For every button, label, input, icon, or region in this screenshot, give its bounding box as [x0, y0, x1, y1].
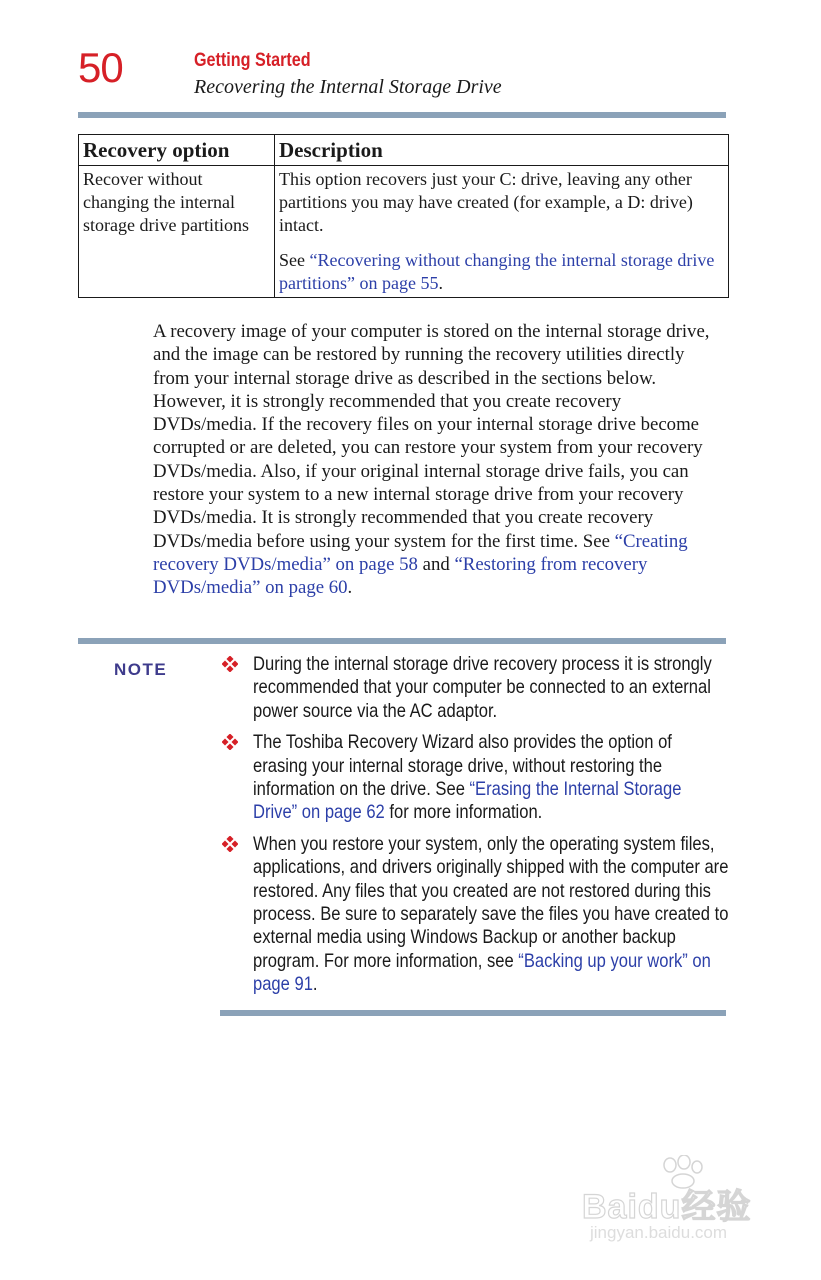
- note-text: [253, 731, 729, 825]
- erasing-drive-link[interactable]: “Erasing the Internal Storage Drive” on page 62: [253, 778, 682, 824]
- watermark-url: jingyan.baidu.com: [590, 1223, 728, 1242]
- note-text-after: .: [312, 973, 318, 996]
- note-label: NOTE: [114, 660, 168, 679]
- baidu-watermark: [582, 1155, 782, 1250]
- note-bottom-rule: [220, 1010, 726, 1016]
- see-prefix: See: [279, 250, 310, 270]
- recovering-without-changing-link[interactable]: “Recovering without changing the internal storage drive partitions” on page 55: [279, 250, 715, 293]
- body-middle: and: [417, 553, 455, 575]
- note-text: [253, 833, 729, 997]
- recovery-options-table: [78, 134, 729, 298]
- table-row: [79, 166, 729, 298]
- header-rule: [78, 112, 726, 118]
- diamond-bullet-icon: [222, 656, 238, 672]
- note-text-lead: When you restore your system, only the operating system files, applications, and drivers originally shipped with the computer are restored. Any files that you created are not restored during this process. Be sure to separately save the files you have created to external media using Windows Backup or another backup program. For more information, see: [253, 832, 729, 972]
- body-text: A recovery image of your computer is stored on the internal storage drive, and the image can be restored by running the recovery utilities directly from your internal storage drive as described in the sections below. However, it is strongly recommended that you create recovery DVDs/media. If the recovery files on your internal storage drive become corrupted or are deleted, you can restore your system from your recovery DVDs/media. Also, if your original internal storage drive fails, you can restore your system to a new internal storage drive from your recovery DVDs/media. It is strongly recommended that you create recovery DVDs/media before using your system for the first time. See: [153, 321, 710, 552]
- backing-up-work-link[interactable]: “Backing up your work” on page 91: [253, 949, 711, 996]
- table-header-row: [79, 135, 729, 166]
- column-header-description: Description: [275, 135, 729, 166]
- diamond-bullet-icon: [222, 836, 238, 852]
- note-text-after: for more information.: [384, 801, 543, 824]
- see-reference: [279, 249, 724, 295]
- body-paragraph: [153, 320, 725, 600]
- description-cell: [275, 166, 729, 298]
- see-suffix: .: [438, 273, 443, 293]
- note-text-lead: The Toshiba Recovery Wizard also provides the option of erasing your internal storage drive, without restoring the information on the drive. See: [253, 731, 672, 801]
- note-item: [222, 731, 742, 825]
- note-item: [222, 653, 742, 723]
- column-header-option: Recovery option: [79, 135, 275, 166]
- note-list: [222, 653, 742, 1005]
- creating-recovery-media-link[interactable]: “Creating recovery DVDs/media” on page 58: [153, 530, 688, 575]
- section-title: Recovering the Internal Storage Drive: [194, 76, 502, 98]
- diamond-bullet-icon: [222, 734, 238, 750]
- chapter-title: Getting Started: [194, 50, 311, 71]
- note-text: During the internal storage drive recovery process it is strongly recommended that your computer be connected to an external power source via the AC adaptor.: [253, 653, 712, 722]
- note-top-rule: [78, 638, 726, 644]
- note-item: [222, 833, 742, 997]
- option-cell: Recover without changing the internal storage drive partitions: [79, 166, 275, 298]
- body-end: .: [347, 577, 353, 599]
- description-text: This option recovers just your C: drive, leaving any other partitions you may have created (for example, a D: drive) intact.: [279, 169, 693, 235]
- page-number: 50: [78, 44, 123, 91]
- restoring-from-recovery-link[interactable]: “Restoring from recovery DVDs/media” on page 60: [153, 553, 648, 599]
- watermark-brand: Baidu经验: [582, 1188, 752, 1226]
